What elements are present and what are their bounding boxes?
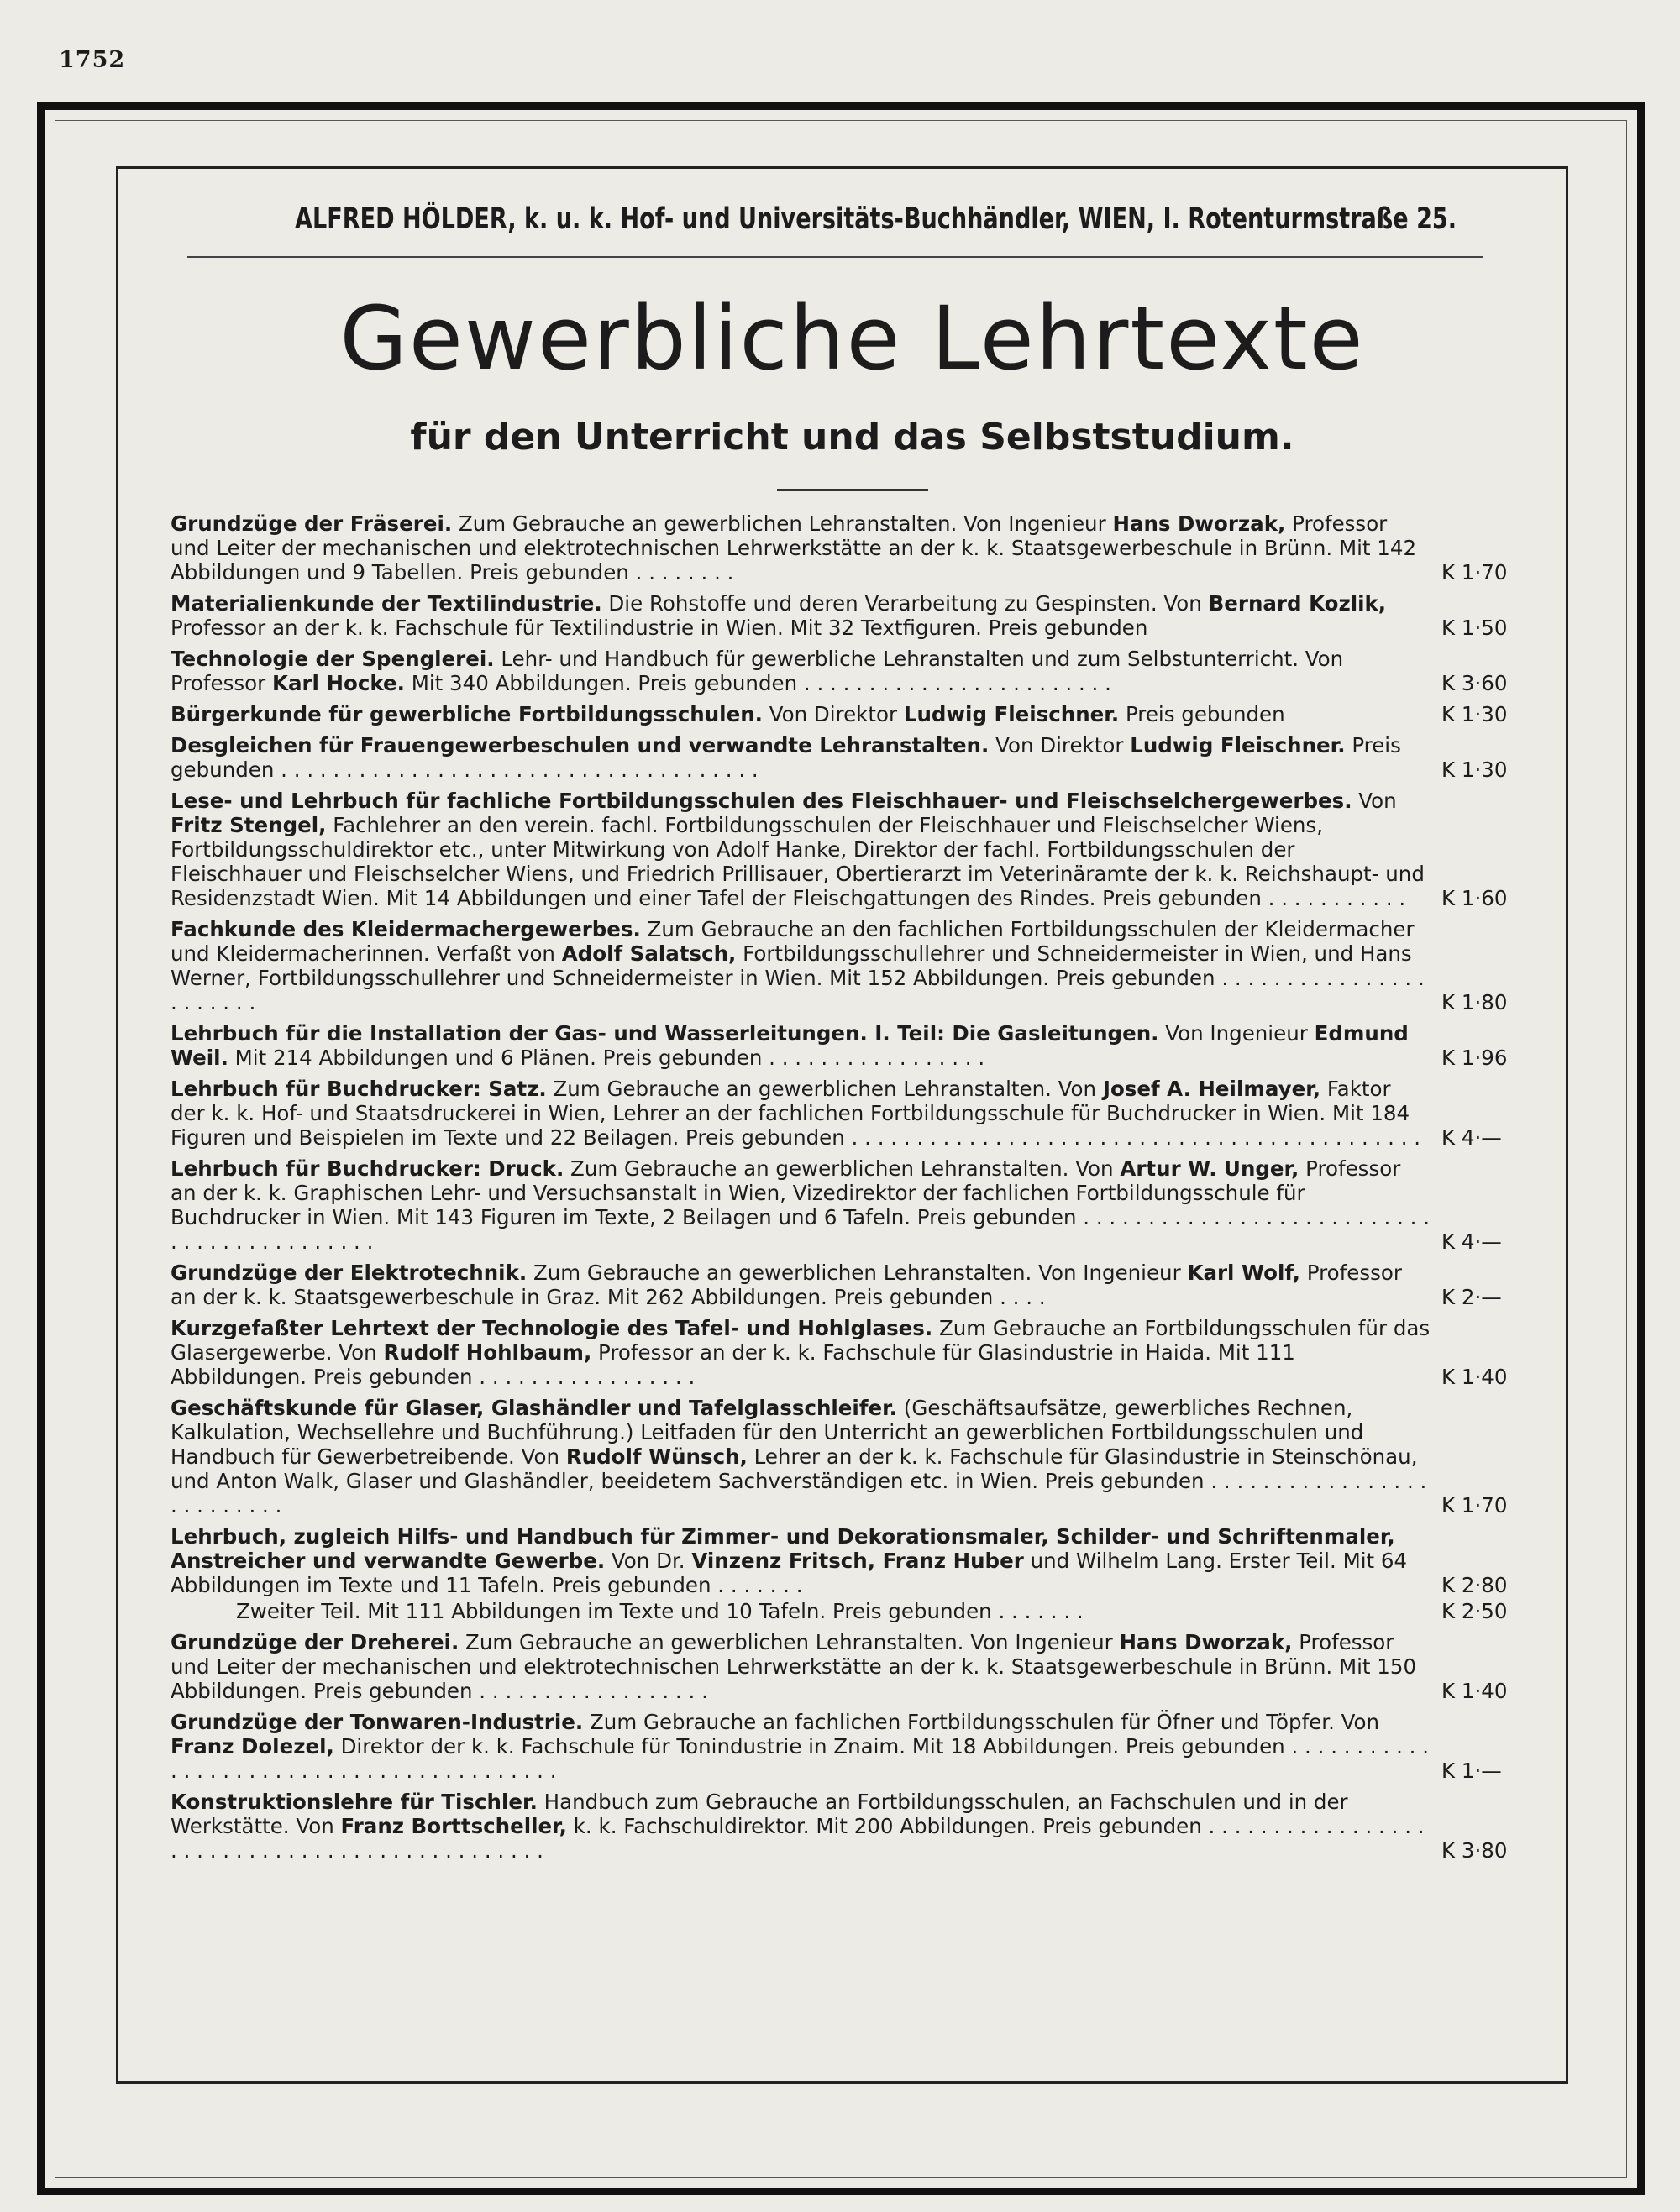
book-author: Franz Borttscheller,	[340, 1814, 567, 1838]
book-author: Adolf Salatsch,	[561, 941, 737, 966]
book-title: Lehrbuch für die Installation der Gas- und Wasserleitungen. I. Teil: Die Gasleitungen.	[171, 1021, 1159, 1046]
book-price: K 1·70	[1441, 560, 1508, 584]
book-title: Grundzüge der Tonwaren-Industrie.	[171, 1710, 584, 1734]
top-rule	[187, 256, 1483, 258]
book-title: Desgleichen für Frauengewerbeschulen und verwandte Lehranstalten.	[171, 733, 990, 757]
page-subtitle: für den Unterricht und das Selbststudium.	[410, 416, 1294, 459]
book-entry	[171, 1156, 1500, 1254]
book-price: K 1·80	[1441, 990, 1508, 1014]
book-text: Professor an der k. k. Fachschule für Textilindustrie in Wien. Mit 32 Textfiguren. Preis gebunden	[171, 616, 1148, 640]
book-list	[171, 511, 1508, 1863]
title-divider	[777, 489, 928, 491]
book-author: Karl Wolf,	[1187, 1261, 1300, 1285]
book-title: Lese- und Lehrbuch für fachliche Fortbildungsschulen des Fleischhauer- und Fleischselchergewerbes.	[171, 789, 1352, 813]
book-author: Bernard Kozlik,	[1208, 591, 1387, 616]
book-text: Zum Gebrauche an gewerblichen Lehranstalten. Von Ingenieur	[459, 1630, 1120, 1654]
book-text: Zum Gebrauche an gewerblichen Lehranstalten. Von Ingenieur	[527, 1261, 1188, 1285]
book-author: Hans Dworzak,	[1112, 511, 1286, 536]
book-author: Hans Dworzak,	[1119, 1630, 1293, 1654]
book-entry	[171, 733, 1508, 782]
book-text: Professor an der k. k. Fachschule für Glasindustrie in Haida. Mit 111 Abbildungen. Preis gebunden . . . . . . . . . . . . . . . . .	[171, 1340, 1295, 1389]
book-title: Lehrbuch für Buchdrucker: Satz.	[171, 1077, 547, 1101]
book-entry	[171, 647, 1508, 695]
book-text: Von Dr.	[605, 1549, 692, 1573]
book-text: Die Rohstoffe und deren Verarbeitung zu Gespinsten. Von	[601, 591, 1209, 616]
book-text: Von	[1352, 789, 1397, 813]
book-title: Kurzgefaßter Lehrtext der Technologie des Tafel- und Hohlglases.	[171, 1316, 933, 1340]
page-title: Gewerbliche Lehrtexte	[339, 287, 1365, 390]
book-entry	[171, 1396, 1508, 1517]
book-price: K 1·—	[1441, 1759, 1502, 1783]
book-price: K 1·30	[1441, 757, 1508, 782]
book-text: Professor an der k. k. Staatsgewerbeschule in Graz. Mit 262 Abbildungen. Preis gebunden . . . .	[171, 1261, 1402, 1309]
book-text: Von Direktor	[989, 733, 1131, 757]
book-price: K 4·—	[1441, 1125, 1502, 1150]
book-text: Preis gebunden . . . . . . . . . . . . . . . . . . . . . . . . . . . . . . . . . . . . .	[171, 733, 1401, 782]
book-price: K 1·96	[1441, 1046, 1508, 1070]
book-title: Materialienkunde der Textilindustrie.	[171, 591, 602, 616]
book-author: Ludwig Fleischner.	[1130, 733, 1346, 757]
book-title: Fachkunde des Kleidermachergewerbes.	[171, 917, 641, 941]
book-text: Professor und Leiter der mechanischen und elektrotechnischen Lehrwerkstätte an der k. k. Staatsgewerbeschule in Brünn. Mit 150 Abbildungen. Preis gebunden . . . . . . . . . . . . . . . . . .	[171, 1630, 1417, 1703]
book-text: Professor an der k. k. Graphischen Lehr- und Versuchsanstalt in Wien, Vizedirektor der fachlichen Fortbildungsschule für Buchdrucker in Wien. Mit 143 Figuren im Texte, 2 Beilagen und 6 Tafeln. Preis gebunden . . . . . . . . . . . . . . . . . . . . . . . . . . . . . . . . . . . . . . . . . . .	[171, 1156, 1431, 1254]
second-part-text: Zweiter Teil. Mit 111 Abbildungen im Texte und 10 Tafeln. Preis gebunden . . . . . . .	[236, 1599, 1084, 1623]
book-entry	[171, 1630, 1508, 1703]
book-author: Artur W. Unger,	[1120, 1156, 1299, 1181]
book-text: Lehrer an der k. k. Fachschule für Glasindustrie in Steinschönau, und Anton Walk, Glaser und Glashändler, beeidetem Sachverständigen etc. in Wien. Preis gebunden . . . . . . . . . . . . . . . . . . . . . . . . . .	[171, 1444, 1427, 1517]
book-entry	[171, 917, 1508, 1014]
book-text: Professor und Leiter der mechanischen und elektrotechnischen Lehrwerkstätte an der k. k. Staatsgewerbeschule in Brünn. Mit 142 Abbildungen und 9 Tabellen. Preis gebunden . . . . . . . .	[171, 511, 1417, 584]
book-entry	[171, 591, 1508, 640]
book-entry	[171, 702, 1508, 726]
book-entry	[171, 1524, 1508, 1597]
book-entry	[171, 1316, 1508, 1389]
book-text: Zum Gebrauche an den fachlichen Fortbildungsschulen der Kleidermacher und Kleidermacherinnen. Verfaßt von	[171, 917, 1415, 966]
book-author: Karl Hocke.	[271, 671, 405, 695]
book-text: Mit 340 Abbildungen. Preis gebunden . . . . . . . . . . . . . . . . . . . . . . . .	[404, 671, 1111, 695]
advertisement-frame	[116, 166, 1568, 2084]
book-text: Fachlehrer an den verein. fachl. Fortbildungsschulen der Fleischhauer und Fleischselcher Wiens, Fortbildungsschuldirektor etc., unter Mitwirkung von Adolf Hanke, Direktor der fachl. Fortbildungsschulen der Fleischhauer und Fleischselcher Wiens, und Friedrich Prillisauer, Obertierarzt im Veterinäramte der k. k. Reichshaupt- und Residenzstadt Wien. Mit 14 Abbildungen und einer Tafel der Fleischgattungen des Rindes. Preis gebunden . . . . . . . . . . .	[171, 813, 1425, 910]
book-entry	[171, 1077, 1500, 1150]
book-entry	[171, 1790, 1508, 1863]
book-text: Handbuch zum Gebrauche an Fortbildungsschulen, an Fachschulen und in der Werkstätte. Von	[171, 1790, 1348, 1838]
book-text: Zum Gebrauche an gewerblichen Lehranstalten. Von	[564, 1156, 1121, 1181]
book-price: K 3·80	[1441, 1838, 1508, 1863]
book-text: Fortbildungsschullehrer und Schneidermeister in Wien, und Hans Werner, Fortbildungsschullehrer und Schneidermeister in Wien. Mit 152 Abbildungen. Preis gebunden . . . . . . . . . . . . . . . . . . . . . . .	[171, 941, 1425, 1014]
book-author: Edmund Weil.	[171, 1021, 1409, 1070]
book-text: Zum Gebrauche an gewerblichen Lehranstalten. Von	[546, 1077, 1103, 1101]
book-author: Rudolf Wünsch,	[565, 1444, 748, 1469]
book-title: Lehrbuch, zugleich Hilfs- und Handbuch für Zimmer- und Dekorationsmaler, Schilder- und Schriftenmaler, Anstreicher und verwandte Gewerbe.	[171, 1524, 1395, 1573]
book-title: Grundzüge der Fräserei.	[171, 511, 453, 536]
book-entry-second-part	[171, 1599, 1508, 1623]
book-author: Fritz Stengel,	[171, 813, 327, 837]
book-title: Konstruktionslehre für Tischler.	[171, 1790, 538, 1814]
page-number: 1752	[59, 47, 126, 73]
book-title: Technologie der Spenglerei.	[171, 647, 495, 671]
book-price: K 1·40	[1441, 1679, 1508, 1703]
book-price: K 1·40	[1441, 1365, 1508, 1389]
book-text: Zum Gebrauche an fachlichen Fortbildungsschulen für Öfner und Töpfer. Von	[583, 1710, 1380, 1734]
book-text: Lehr- und Handbuch für gewerbliche Lehranstalten und zum Selbstunterricht. Von Professor	[171, 647, 1344, 695]
book-price: K 2·80	[1441, 1573, 1508, 1597]
book-entry	[171, 1710, 1500, 1783]
book-text: (Geschäftsaufsätze, gewerbliches Rechnen, Kalkulation, Wechsellehre und Buchführung.) Leitfaden für den Unterricht an gewerblichen Fortbildungsschulen und Handbuch für Gewerbetreibende. Von	[171, 1396, 1364, 1469]
book-price: K 1·60	[1441, 886, 1508, 910]
book-price: K 2·—	[1441, 1285, 1502, 1309]
book-price: K 1·70	[1441, 1493, 1508, 1517]
book-text: Preis gebunden	[1119, 702, 1285, 726]
book-text: Direktor der k. k. Fachschule für Tonindustrie in Znaim. Mit 18 Abbildungen. Preis gebunden . . . . . . . . . . . . . . . . . . . . . . . . . . . . . . . . . . . . . . . . .	[171, 1734, 1430, 1783]
book-title: Grundzüge der Dreherei.	[171, 1630, 459, 1654]
book-entry	[171, 789, 1508, 910]
book-price: K 4·—	[1441, 1229, 1502, 1254]
publisher-line: ALFRED HÖLDER, k. u. k. Hof- und Universitäts-Buchhändler, WIEN, I. Rotenturmstraße 25.	[295, 202, 1457, 236]
book-title: Bürgerkunde für gewerbliche Fortbildungsschulen.	[171, 702, 763, 726]
book-text: Von Direktor	[762, 702, 904, 726]
book-price: K 1·50	[1441, 616, 1508, 640]
book-title: Lehrbuch für Buchdrucker: Druck.	[171, 1156, 564, 1181]
book-text: und Wilhelm Lang. Erster Teil. Mit 64 Abbildungen im Texte und 11 Tafeln. Preis gebunden . . . . . . .	[171, 1549, 1408, 1597]
book-text: Von Ingenieur	[1158, 1021, 1315, 1046]
book-entry	[171, 1021, 1508, 1070]
book-text: Mit 214 Abbildungen und 6 Plänen. Preis gebunden . . . . . . . . . . . . . . . . .	[228, 1046, 985, 1070]
book-author: Josef A. Heilmayer,	[1102, 1077, 1321, 1101]
book-text: Zum Gebrauche an Fortbildungsschulen für das Glasergewerbe. Von	[171, 1316, 1431, 1365]
book-title: Geschäftskunde für Glaser, Glashändler und Tafelglasschleifer.	[171, 1396, 897, 1420]
book-author: Rudolf Hohlbaum,	[383, 1340, 592, 1365]
book-author: Ludwig Fleischner.	[903, 702, 1120, 726]
book-text: Faktor der k. k. Hof- und Staatsdruckerei in Wien, Lehrer an der fachlichen Fortbildungsschule für Buchdrucker in Wien. Mit 184 Figuren und Beispielen im Texte und 22 Beilagen. Preis gebunden . . . . . . . . . . . . . . . . . . . . . . . . . . . . . . . . . . . . . . . . . . . .	[171, 1077, 1421, 1150]
book-title: Grundzüge der Elektrotechnik.	[171, 1261, 528, 1285]
book-entry	[171, 511, 1508, 584]
book-text: k. k. Fachschuldirektor. Mit 200 Abbildungen. Preis gebunden . . . . . . . . . . . . . . . . . . . . . . . . . . . . . . . . . . . . . . . . . . . . . .	[171, 1814, 1425, 1863]
book-author: Vinzenz Fritsch, Franz Huber	[691, 1549, 1024, 1573]
book-text: Zum Gebrauche an gewerblichen Lehranstalten. Von Ingenieur	[452, 511, 1113, 536]
book-price: K 2·50	[1441, 1599, 1508, 1623]
book-author: Franz Dolezel,	[171, 1734, 334, 1759]
book-entry	[171, 1261, 1500, 1309]
book-price: K 3·60	[1441, 671, 1508, 695]
book-price: K 1·30	[1441, 702, 1508, 726]
